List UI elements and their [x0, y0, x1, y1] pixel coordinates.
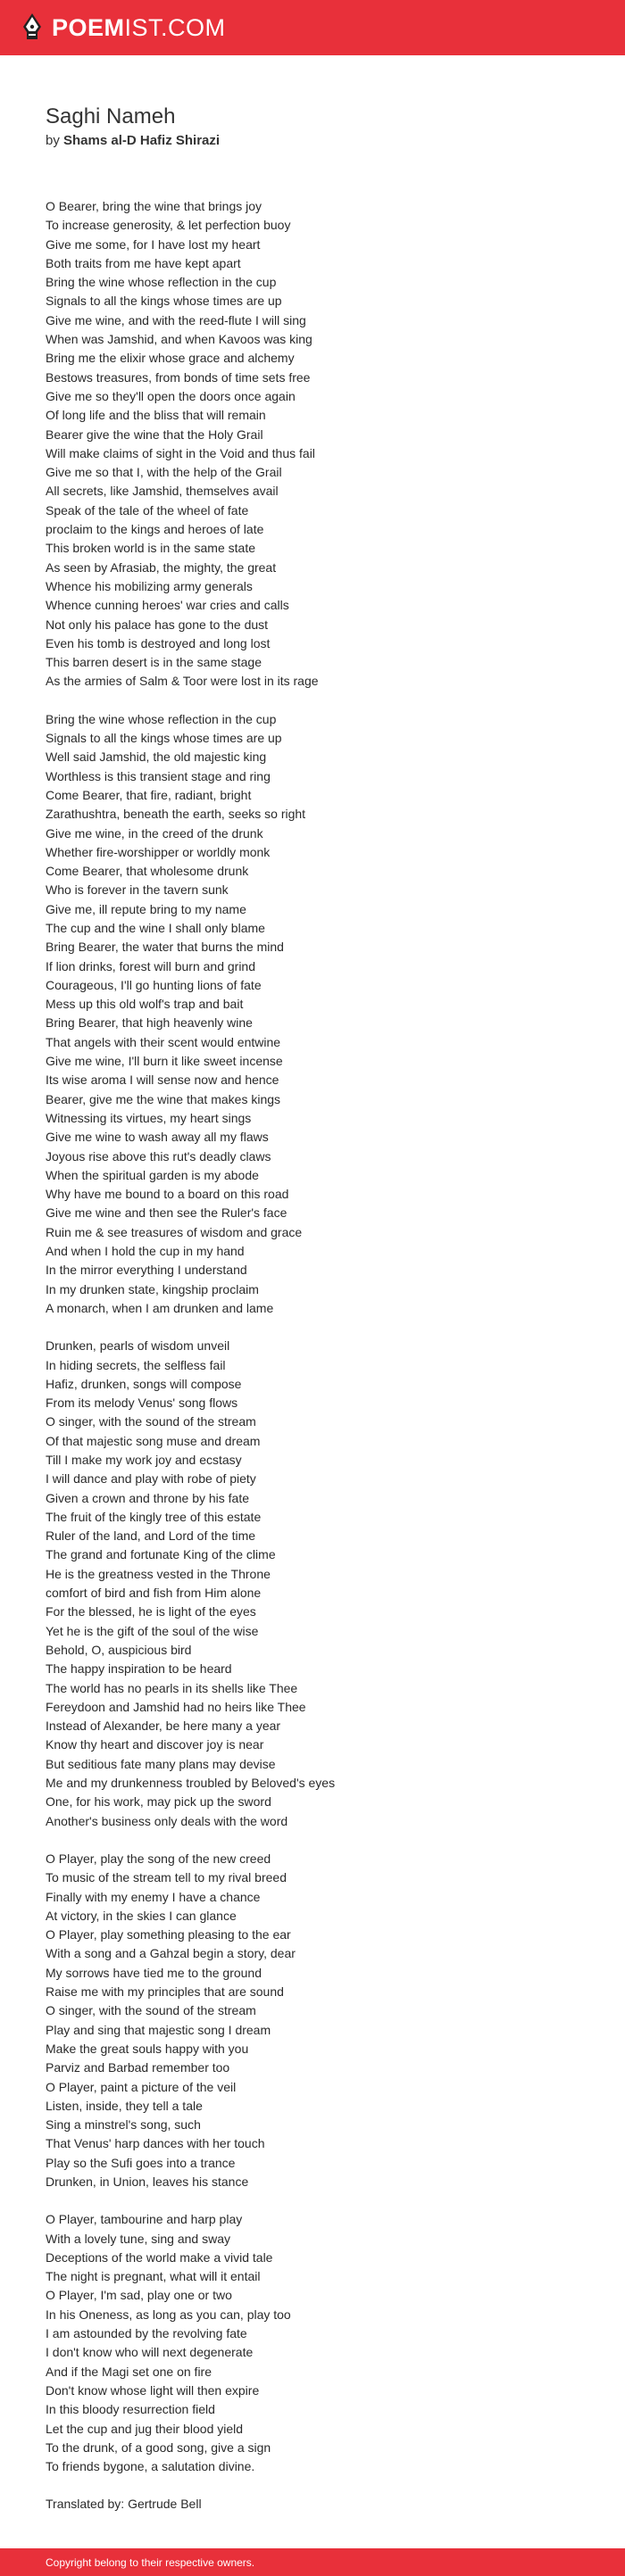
poem-line: One, for his work, may pick up the sword: [46, 1794, 271, 1810]
poem-line: When was Jamshid, and when Kavoos was king: [46, 332, 312, 347]
poem-line: Play so the Sufi goes into a trance: [46, 2155, 236, 2170]
poem-line: O singer, with the sound of the stream: [46, 1414, 256, 1429]
poem-line: proclaim to the kings and heroes of late: [46, 522, 264, 537]
poem-line: Till I make my work joy and ecstasy: [46, 1453, 242, 1467]
poem-line: Another's business only deals with the word: [46, 1813, 288, 1828]
poem-line: O Player, I'm sad, play one or two: [46, 2288, 232, 2303]
poem-line: Worthless is this transient stage and ring: [46, 768, 271, 783]
poem-line: In hiding secrets, the selfless fail: [46, 1357, 226, 1372]
poem-line: The world has no pearls in its shells like Thee: [46, 1680, 298, 1695]
poem-line: Why have me bound to a board on this road: [46, 1187, 289, 1202]
poem-line: Make the great souls happy with you: [46, 2041, 249, 2056]
poem-line: Will make claims of sight in the Void and thus fail: [46, 445, 315, 460]
poem-line: Whether fire-worshipper or worldly monk: [46, 844, 271, 859]
poem-line: This barren desert is in the same stage: [46, 655, 262, 670]
poem-line: If lion drinks, forest will burn and grind: [46, 958, 255, 973]
poem-line: Mess up this old wolf's trap and bait: [46, 997, 244, 1012]
poem-line: In my drunken state, kingship proclaim: [46, 1281, 259, 1296]
poem-line: Behold, O, auspicious bird: [46, 1642, 192, 1657]
poem-line: But seditious fate many plans may devise: [46, 1756, 276, 1771]
poem-line: Not only his palace has gone to the dust: [46, 617, 269, 632]
poem-line: And if the Magi set one on fire: [46, 2364, 212, 2379]
poem-line: That Venus' harp dances with her touch: [46, 2136, 265, 2151]
poem-line: Bestows treasures, from bonds of time sets free: [46, 369, 311, 385]
poem-line: Deceptions of the world make a vivid tale: [46, 2249, 273, 2265]
poem-line: As seen by Afrasiab, the mighty, the great: [46, 559, 277, 575]
poem-line: He is the greatness vested in the Throne: [46, 1566, 271, 1581]
poem-line: Come Bearer, that fire, radiant, bright: [46, 787, 252, 802]
stanza: [46, 2210, 599, 2476]
poem-line: To friends bygone, a salutation divine.: [46, 2459, 255, 2474]
poem-line: In this bloody resurrection field: [46, 2402, 215, 2417]
poem-line: Come Bearer, that wholesome drunk: [46, 864, 249, 879]
poem-line: Bring me the elixir whose grace and alchemy: [46, 351, 295, 366]
translator-credit: Translated by: Gertrude Bell: [46, 2497, 202, 2512]
poem-line: All secrets, like Jamshid, themselves avail: [46, 484, 279, 499]
poem-line: Given a crown and throne by his fate: [46, 1490, 250, 1505]
poem-line: Who is forever in the tavern sunk: [46, 882, 229, 898]
poem-line: Play and sing that majestic song I dream: [46, 2022, 271, 2037]
poem-line: The grand and fortunate King of the clime: [46, 1547, 276, 1562]
poem-line: Drunken, in Union, leaves his stance: [46, 2174, 249, 2189]
site-header: [0, 0, 625, 55]
poem-line: In his Oneness, as long as you can, play too: [46, 2307, 291, 2322]
poem-line: Bearer, give me the wine that makes kings: [46, 1091, 281, 1106]
poem-line: The fruit of the kingly tree of this estate: [46, 1509, 262, 1524]
poem-line: In the mirror everything I understand: [46, 1263, 247, 1278]
poem-line: Don't know whose light will then expire: [46, 2382, 260, 2398]
poem-line: O Player, play the song of the new creed: [46, 1851, 271, 1866]
poem-line: Parviz and Barbad remember too: [46, 2060, 230, 2075]
author-link[interactable]: Shams al-D Hafiz Shirazi: [63, 133, 221, 148]
logo-text-light: IST.COM: [124, 13, 226, 41]
poem-line: I am astounded by the revolving fate: [46, 2326, 247, 2341]
poem-line: My sorrows have tied me to the ground: [46, 1965, 262, 1980]
pen-nib-icon: [21, 12, 43, 43]
poem-line: Give me wine to wash away all my flaws: [46, 1130, 269, 1145]
stanza: [46, 1850, 599, 2191]
poem-body: [46, 197, 599, 2514]
poem-line: With a lovely tune, sing and sway: [46, 2231, 230, 2246]
poem-line: That angels with their scent would entwine: [46, 1034, 281, 1049]
poem-line: Know thy heart and discover joy is near: [46, 1737, 264, 1752]
poem-line: Its wise aroma I will sense now and hence: [46, 1073, 279, 1088]
poem-line: Ruin me & see treasures of wisdom and grace: [46, 1224, 303, 1239]
poem-line: Instead of Alexander, be here many a year: [46, 1719, 281, 1734]
poem-line: From its melody Venus' song flows: [46, 1396, 238, 1411]
poem-line: Bearer give the wine that the Holy Grail: [46, 427, 263, 442]
poem-line: Well said Jamshid, the old majestic king: [46, 750, 267, 765]
byline-prefix: by: [46, 133, 60, 148]
poem-line: And when I hold the cup in my hand: [46, 1244, 245, 1259]
poem-line: Let the cup and jug their blood yield: [46, 2421, 244, 2436]
poem-line: For the blessed, he is light of the eyes: [46, 1604, 256, 1619]
poem-line: Drunken, pearls of wisdom unveil: [46, 1338, 230, 1354]
poem-line: Bring Bearer, that high heavenly wine: [46, 1015, 253, 1031]
poem-line: The happy inspiration to be heard: [46, 1661, 232, 1677]
poem-line: O singer, with the sound of the stream: [46, 2003, 256, 2018]
poem-line: To increase generosity, & let perfection buoy: [46, 218, 291, 233]
stanza: [46, 197, 599, 692]
poem-line: To music of the stream tell to my rival breed: [46, 1870, 287, 1885]
poem-line: As the armies of Salm & Toor were lost in its rage: [46, 674, 319, 689]
poem-line: Even his tomb is destroyed and long lost: [46, 635, 271, 650]
poem-line: Give me so they'll open the doors once again: [46, 388, 296, 403]
poem-line: Me and my drunkenness troubled by Beloved's eyes: [46, 1776, 336, 1791]
byline: [46, 132, 220, 150]
site-footer: [0, 2548, 625, 2576]
poem-line: Whence his mobilizing army generals: [46, 578, 253, 593]
site-logo[interactable]: [21, 12, 226, 43]
poem-line: The night is pregnant, what will it entail: [46, 2269, 261, 2284]
logo-text-bold: POEM: [52, 13, 125, 41]
poem-line: This broken world is in the same state: [46, 541, 255, 556]
poem-line: The cup and the wine I shall only blame: [46, 920, 265, 935]
poem-line: O Player, tambourine and harp play: [46, 2212, 243, 2227]
poem-line: Raise me with my principles that are sound: [46, 1984, 284, 2000]
poem-line: Give me so that I, with the help of the Grail: [46, 465, 282, 480]
poem-line: Bring the wine whose reflection in the cup: [46, 711, 277, 726]
poem-line: Sing a minstrel's song, such: [46, 2117, 201, 2133]
poem-line: Give me some, for I have lost my heart: [46, 236, 261, 252]
poem-line: O Player, paint a picture of the veil: [46, 2079, 237, 2094]
poem-line: When the spiritual garden is my abode: [46, 1167, 259, 1182]
poem-line: Bring the wine whose reflection in the cup: [46, 275, 277, 290]
poem-line: Courageous, I'll go hunting lions of fate: [46, 977, 262, 992]
poem-line: At victory, in the skies I can glance: [46, 1908, 237, 1923]
poem-line: A monarch, when I am drunken and lame: [46, 1300, 274, 1315]
poem-line: Fereydoon and Jamshid had no heirs like Thee: [46, 1699, 306, 1714]
stanza: [46, 710, 599, 1319]
poem-line: Give me wine, I'll burn it like sweet incense: [46, 1054, 283, 1069]
poem-line: O Player, play something pleasing to the ear: [46, 1927, 291, 1942]
poem-line: Signals to all the kings whose times are up: [46, 731, 282, 746]
poem-line: Bring Bearer, the water that burns the mind: [46, 940, 284, 955]
poem-line: Give me wine and then see the Ruler's face: [46, 1205, 288, 1221]
poem-line: Whence cunning heroes' war cries and calls: [46, 598, 289, 613]
poem-line: Yet he is the gift of the soul of the wise: [46, 1623, 259, 1638]
logo-text: [52, 13, 226, 41]
poem-line: Give me wine, and with the reed-flute I will sing: [46, 312, 306, 327]
poem-line: Speak of the tale of the wheel of fate: [46, 502, 249, 518]
poem-line: Ruler of the land, and Lord of the time: [46, 1528, 256, 1544]
poem-line: Finally with my enemy I have a chance: [46, 1889, 261, 1904]
poem-line: Both traits from me have kept apart: [46, 255, 241, 270]
copyright-text: Copyright belong to their respective owners.: [46, 2555, 255, 2569]
poem-line: Of that majestic song muse and dream: [46, 1433, 261, 1448]
poem-line: I don't know who will next degenerate: [46, 2345, 254, 2360]
stanza: [46, 1337, 599, 1831]
poem-line: O Bearer, bring the wine that brings joy: [46, 199, 262, 213]
poem-line: Hafiz, drunken, songs will compose: [46, 1376, 242, 1391]
poem-line: Give me wine, in the creed of the drunk: [46, 825, 263, 841]
poem-line: Give me, ill repute bring to my name: [46, 901, 246, 916]
poem-line: With a song and a Gahzal begin a story, dear: [46, 1946, 296, 1961]
poem-line: Of long life and the bliss that will remain: [46, 408, 266, 423]
poem-line: Listen, inside, they tell a tale: [46, 2098, 203, 2113]
poem-title: Saghi Nameh: [46, 104, 176, 128]
poem-line: Signals to all the kings whose times are up: [46, 294, 282, 309]
poem-line: Witnessing its virtues, my heart sings: [46, 1110, 252, 1125]
poem-line: comfort of bird and fish from Him alone: [46, 1586, 262, 1601]
poem-line: I will dance and play with robe of piety: [46, 1471, 256, 1487]
poem-line: Zarathushtra, beneath the earth, seeks so right: [46, 807, 306, 822]
poem-line: To the drunk, of a good song, give a sign: [46, 2439, 271, 2455]
poem-line: Joyous rise above this rut's deadly claws: [46, 1148, 271, 1164]
